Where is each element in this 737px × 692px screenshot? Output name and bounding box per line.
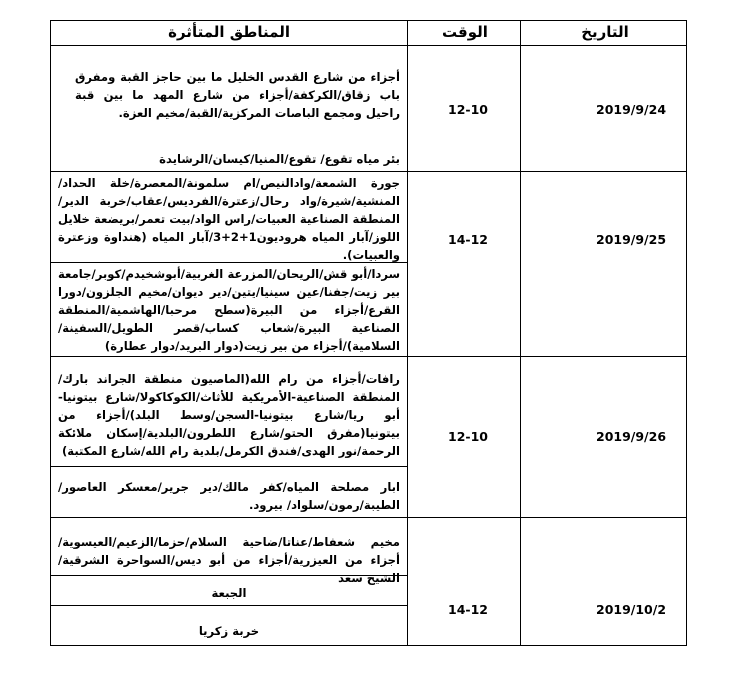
time-value: 14-12 [448, 232, 488, 247]
time-value: 12-10 [448, 102, 488, 117]
areas-text: أجزاء من شارع القدس الخليل ما بين حاجز القبة ومفرق باب زقاق/الكركفة/أجزاء من شارع المهد ما بين قبة راحيل ومجمع الباصات المركزية/القبة/مخيم العزة. [75, 70, 400, 120]
areas-text: سردا/أبو قش/الريحان/المزرعة الغربية/أبوشخيدم/كوبر/جامعة بير زيت/جفنا/عين سينيا/يتين/دير ديوان/مخيم الجلزون/دورا القرع/أجزاء من البيرة(سطح مرحبا/الهاشمية/المنطقة الصناعية البيرة/شعاب كساب/قصر الطويل/السفينة/السلامية)/أجزاء من بير زيت(دوار البريد/دوار عطارة) [58, 267, 400, 353]
date-value: 2019/9/25 [596, 232, 667, 247]
date-value: 2019/9/24 [596, 102, 667, 117]
header-divider [50, 45, 687, 46]
header-time: الوقت [442, 23, 488, 41]
column-divider [520, 20, 521, 646]
areas-text: الجبعة [211, 586, 247, 600]
time-value: 12-10 [448, 429, 488, 444]
areas-text: خربة زكريا [198, 624, 260, 638]
time-value: 14-12 [448, 602, 488, 617]
column-divider [407, 20, 408, 646]
areas-text: ابار مصلحة المياه/كفر مالك/دير جرير/معسكر العاصور/الطيبة/رمون/سلواد/ بيرود. [58, 480, 400, 512]
row-divider [50, 171, 687, 172]
row-divider [50, 517, 687, 518]
row-divider [50, 356, 687, 357]
cell-subdivider [50, 605, 407, 606]
date-value: 2019/10/2 [596, 602, 667, 617]
table-border-bottom [50, 645, 687, 646]
areas-text: رافات/أجزاء من رام الله(الماصيون منطقة الجراند بارك/المنطقة الصناعية-الأمريكية للأثاث/الكوكاكولا/شارع بيتونيا-أبو ريا/شارع بيتونيا-السجن/وسط البلد)/أجزاء من بيتونيا(مفرق الحتو/شارع اللطرون/البلدية/إسكان ملائكة الرحمة/نور الهدى/فندق الكرمل/بلدية رام الله/شارع المكتبة) [58, 372, 400, 458]
areas-text: بئر مياه تقوع/ تقوع/المنيا/كيسان/الرشايدة [159, 152, 400, 166]
cell-subdivider [50, 466, 407, 467]
areas-text: مخيم شعفاط/عناتا/ضاحية السلام/حزما/الزعيم/العيسوية/أجزاء من العيزرية/أجزاء من أبو ديس/السواحرة الشرقية/الشيخ سعد [58, 535, 400, 585]
header-date: التاريخ [581, 23, 629, 41]
table-border-right [686, 20, 687, 646]
table-border-left [50, 20, 51, 646]
date-value: 2019/9/26 [596, 429, 667, 444]
areas-text: جورة الشمعة/وادالنيص/ام سلمونة/المعصرة/خلة الحداد/المنشية/شيرة/واد رحال/زعترة/الفرديس/عقاب/خربة الدير/المنطقة الصناعية العبيات/راس الواد/بيت تعمر/بريضعة خلايل اللوز/آبار المياه هروديون1+2+3/آبار المياه (هنداوة وزعترة والعبيات). [58, 176, 401, 262]
table-border-top [50, 20, 687, 21]
header-areas: المناطق المتأثرة [168, 23, 290, 41]
